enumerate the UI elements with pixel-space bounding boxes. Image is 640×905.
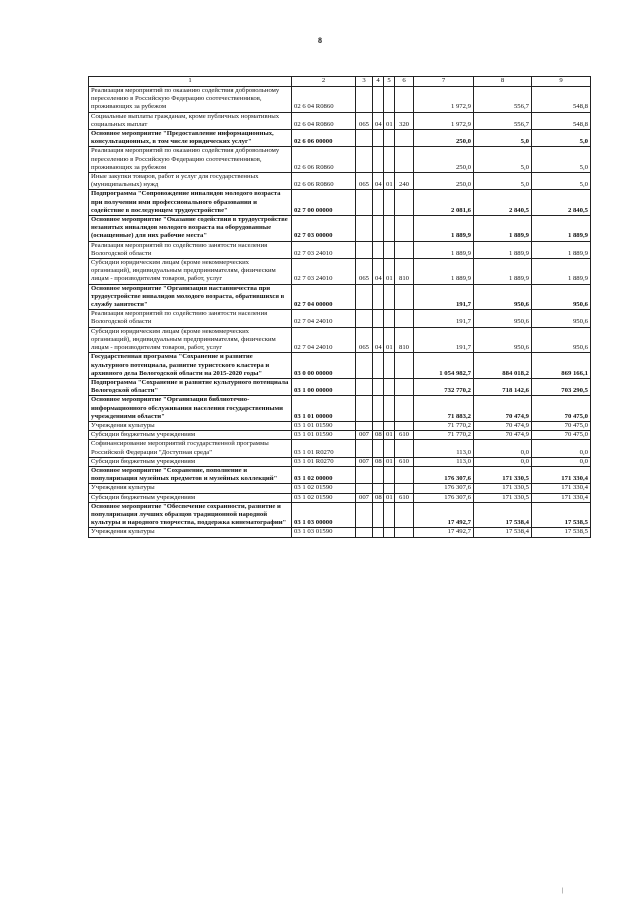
row-value-col7: 1 054 982,7 xyxy=(414,353,474,379)
row-value-col7: 250,0 xyxy=(414,147,474,173)
row-value-col9: 1 889,9 xyxy=(532,241,591,258)
row-value-col8: 950,6 xyxy=(474,327,532,353)
row-code: 03 1 02 01590 xyxy=(292,484,356,493)
row-col3: 007 xyxy=(356,431,373,440)
row-col6 xyxy=(395,130,414,147)
row-description: Реализация мероприятий по содействию занятости населения Вологодской области xyxy=(89,241,292,258)
table-header-row xyxy=(89,77,591,87)
row-value-col8: 0,0 xyxy=(474,440,532,457)
row-code: 02 7 04 24010 xyxy=(292,327,356,353)
row-col5: 01 xyxy=(384,112,395,129)
row-code: 02 7 03 24010 xyxy=(292,259,356,285)
row-col4 xyxy=(373,502,384,528)
row-col3 xyxy=(356,466,373,483)
row-col6: 610 xyxy=(395,493,414,502)
row-description: Основное мероприятие "Организация наставничества при трудоустройстве инвалидов молодого возраста, обратившихся в службу занятости" xyxy=(89,284,292,310)
row-col3: 065 xyxy=(356,259,373,285)
column-header: 6 xyxy=(395,77,414,87)
row-description: Субсидии юридическим лицам (кроме некоммерческих организаций), индивидуальным предпринимателям, физическим лицам - производителям товаров, работ, услуг xyxy=(89,259,292,285)
row-col6 xyxy=(395,216,414,242)
corner-mark: | xyxy=(562,888,564,894)
row-description: Государственная программа "Сохранение и развитие культурного потенциала, развитие туристского кластера и архивного дела Вологодской области на 2015-2020 годы" xyxy=(89,353,292,379)
row-value-col7: 732 770,2 xyxy=(414,378,474,395)
row-value-col9: 869 166,1 xyxy=(532,353,591,379)
row-code: 03 0 00 00000 xyxy=(292,353,356,379)
row-code: 03 1 02 01590 xyxy=(292,493,356,502)
row-col4 xyxy=(373,147,384,173)
row-col6 xyxy=(395,310,414,327)
row-col5 xyxy=(384,353,395,379)
row-col4 xyxy=(373,284,384,310)
row-col3 xyxy=(356,241,373,258)
row-code: 02 7 04 24010 xyxy=(292,310,356,327)
row-code: 03 1 01 01590 xyxy=(292,431,356,440)
row-description: Учреждения культуры xyxy=(89,528,292,537)
row-col6 xyxy=(395,378,414,395)
table-row xyxy=(89,431,591,440)
column-header: 3 xyxy=(356,77,373,87)
row-col3 xyxy=(356,421,373,430)
table-row xyxy=(89,259,591,285)
row-value-col9: 5,0 xyxy=(532,130,591,147)
row-value-col8: 718 142,6 xyxy=(474,378,532,395)
row-description: Субсидии бюджетным учреждениям xyxy=(89,493,292,502)
row-col3 xyxy=(356,528,373,537)
row-value-col8: 1 889,9 xyxy=(474,216,532,242)
row-value-col8: 884 018,2 xyxy=(474,353,532,379)
row-description: Подпрограмма "Сохранение и развитие культурного потенциала Вологодской области" xyxy=(89,378,292,395)
table-row xyxy=(89,353,591,379)
table-row xyxy=(89,396,591,422)
row-value-col8: 17 538,4 xyxy=(474,528,532,537)
row-col5 xyxy=(384,440,395,457)
row-value-col7: 2 081,6 xyxy=(414,190,474,216)
row-value-col7: 1 972,9 xyxy=(414,112,474,129)
row-col6 xyxy=(395,147,414,173)
row-col5 xyxy=(384,310,395,327)
row-description: Субсидии юридическим лицам (кроме некоммерческих организаций), индивидуальным предпринимателям, физическим лицам - производителям товаров, работ, услуг xyxy=(89,327,292,353)
row-col5: 01 xyxy=(384,493,395,502)
table-row xyxy=(89,327,591,353)
row-value-col8: 5,0 xyxy=(474,130,532,147)
row-col3 xyxy=(356,190,373,216)
row-description: Основное мероприятие "Организация библиотечно-информационного обслуживания населения государственными учреждениями области" xyxy=(89,396,292,422)
row-value-col7: 113,0 xyxy=(414,457,474,466)
row-col6 xyxy=(395,484,414,493)
row-col3 xyxy=(356,353,373,379)
table-row xyxy=(89,466,591,483)
row-col3 xyxy=(356,216,373,242)
row-col5 xyxy=(384,466,395,483)
row-value-col9: 548,8 xyxy=(532,87,591,113)
row-value-col8: 556,7 xyxy=(474,112,532,129)
row-col4: 04 xyxy=(373,173,384,190)
row-value-col8: 950,6 xyxy=(474,310,532,327)
row-value-col9: 1 889,9 xyxy=(532,259,591,285)
column-header: 1 xyxy=(89,77,292,87)
row-col5 xyxy=(384,87,395,113)
row-code: 03 1 02 00000 xyxy=(292,466,356,483)
table-row xyxy=(89,190,591,216)
row-value-col7: 113,0 xyxy=(414,440,474,457)
row-col5 xyxy=(384,190,395,216)
row-value-col7: 250,0 xyxy=(414,173,474,190)
row-code: 02 7 03 00000 xyxy=(292,216,356,242)
row-col6: 810 xyxy=(395,327,414,353)
row-value-col7: 191,7 xyxy=(414,310,474,327)
column-header: 5 xyxy=(384,77,395,87)
row-col3 xyxy=(356,130,373,147)
row-value-col8: 17 538,4 xyxy=(474,502,532,528)
row-col6 xyxy=(395,421,414,430)
row-col3 xyxy=(356,378,373,395)
row-description: Реализация мероприятий по оказанию содействия добровольному переселению в Российскую Федерацию соотечественников, проживающих за рубежом xyxy=(89,147,292,173)
row-col4 xyxy=(373,87,384,113)
row-col6 xyxy=(395,241,414,258)
table-body xyxy=(89,87,591,538)
row-code: 03 1 01 00000 xyxy=(292,396,356,422)
row-col4: 08 xyxy=(373,431,384,440)
row-value-col8: 2 840,5 xyxy=(474,190,532,216)
row-col3 xyxy=(356,310,373,327)
row-value-col9: 17 538,5 xyxy=(532,502,591,528)
row-col5 xyxy=(384,241,395,258)
table-row xyxy=(89,484,591,493)
row-description: Реализация мероприятий по оказанию содействия добровольному переселению в Российскую Федерацию соотечественников, проживающих за рубежом xyxy=(89,87,292,113)
table-row xyxy=(89,502,591,528)
row-value-col9: 5,0 xyxy=(532,173,591,190)
row-col6: 810 xyxy=(395,259,414,285)
column-header: 7 xyxy=(414,77,474,87)
column-header: 4 xyxy=(373,77,384,87)
row-col3: 065 xyxy=(356,327,373,353)
row-col4 xyxy=(373,440,384,457)
row-value-col9: 17 538,5 xyxy=(532,528,591,537)
table-row xyxy=(89,284,591,310)
row-value-col8: 0,0 xyxy=(474,457,532,466)
row-value-col7: 1 972,9 xyxy=(414,87,474,113)
row-col5: 01 xyxy=(384,327,395,353)
row-col4: 04 xyxy=(373,259,384,285)
row-value-col8: 171 330,5 xyxy=(474,466,532,483)
row-value-col9: 548,8 xyxy=(532,112,591,129)
row-description: Субсидии бюджетным учреждениям xyxy=(89,431,292,440)
row-col6 xyxy=(395,528,414,537)
row-col4 xyxy=(373,396,384,422)
row-col5: 01 xyxy=(384,457,395,466)
row-col5 xyxy=(384,421,395,430)
row-value-col9: 950,6 xyxy=(532,327,591,353)
row-value-col7: 17 492,7 xyxy=(414,528,474,537)
row-col3: 007 xyxy=(356,457,373,466)
row-value-col7: 1 889,9 xyxy=(414,259,474,285)
row-value-col8: 70 474,9 xyxy=(474,421,532,430)
row-col6 xyxy=(395,502,414,528)
row-value-col9: 0,0 xyxy=(532,457,591,466)
row-col6 xyxy=(395,87,414,113)
row-col4 xyxy=(373,466,384,483)
row-col4 xyxy=(373,421,384,430)
row-value-col7: 17 492,7 xyxy=(414,502,474,528)
row-code: 02 7 00 00000 xyxy=(292,190,356,216)
row-description: Основное мероприятие "Сохранение, пополнение и популяризация музейных предметов и музейных коллекций" xyxy=(89,466,292,483)
row-col3 xyxy=(356,147,373,173)
row-description: Софинансирование мероприятий государственной программы Российской Федерации "Доступная среда" xyxy=(89,440,292,457)
row-value-col8: 556,7 xyxy=(474,87,532,113)
column-header: 8 xyxy=(474,77,532,87)
row-description: Подпрограмма "Сопровождение инвалидов молодого возраста при получении ими профессионального образования и содействие в последующем трудоустройстве" xyxy=(89,190,292,216)
row-col3 xyxy=(356,396,373,422)
row-col5 xyxy=(384,147,395,173)
row-code: 03 1 03 00000 xyxy=(292,502,356,528)
row-col4: 04 xyxy=(373,327,384,353)
table-row xyxy=(89,457,591,466)
table-row xyxy=(89,112,591,129)
table-row xyxy=(89,130,591,147)
row-value-col9: 2 840,5 xyxy=(532,190,591,216)
row-col6 xyxy=(395,396,414,422)
row-value-col9: 0,0 xyxy=(532,440,591,457)
row-value-col8: 5,0 xyxy=(474,147,532,173)
row-col4 xyxy=(373,353,384,379)
row-description: Основное мероприятие "Предоставление информационных, консультационных, в том числе юридических услуг" xyxy=(89,130,292,147)
row-col6: 610 xyxy=(395,457,414,466)
budget-table xyxy=(88,76,591,538)
row-value-col9: 5,0 xyxy=(532,147,591,173)
row-code: 02 6 06 R0860 xyxy=(292,173,356,190)
row-col6 xyxy=(395,440,414,457)
row-col6 xyxy=(395,353,414,379)
row-value-col8: 70 474,9 xyxy=(474,396,532,422)
table-row xyxy=(89,173,591,190)
table-row xyxy=(89,216,591,242)
row-col3 xyxy=(356,502,373,528)
row-col4 xyxy=(373,484,384,493)
row-col4 xyxy=(373,190,384,216)
row-code: 03 1 00 00000 xyxy=(292,378,356,395)
table-row xyxy=(89,310,591,327)
row-description: Реализация мероприятий по содействию занятости населения Вологодской области xyxy=(89,310,292,327)
row-col5: 01 xyxy=(384,259,395,285)
row-value-col9: 171 330,4 xyxy=(532,466,591,483)
column-header: 9 xyxy=(532,77,591,87)
row-col6: 320 xyxy=(395,112,414,129)
column-header: 2 xyxy=(292,77,356,87)
row-value-col7: 176 307,6 xyxy=(414,466,474,483)
row-value-col8: 1 889,9 xyxy=(474,259,532,285)
row-value-col7: 1 889,9 xyxy=(414,216,474,242)
row-description: Социальные выплаты гражданам, кроме публичных нормативных социальных выплат xyxy=(89,112,292,129)
row-col6 xyxy=(395,466,414,483)
row-value-col8: 70 474,9 xyxy=(474,431,532,440)
row-col6: 240 xyxy=(395,173,414,190)
row-value-col7: 250,0 xyxy=(414,130,474,147)
row-value-col9: 171 330,4 xyxy=(532,493,591,502)
page-number: 8 xyxy=(318,36,322,45)
row-col3 xyxy=(356,484,373,493)
row-code: 02 6 06 R0860 xyxy=(292,147,356,173)
row-col6: 610 xyxy=(395,431,414,440)
row-code: 02 6 04 R0860 xyxy=(292,112,356,129)
row-col3: 065 xyxy=(356,173,373,190)
row-col3 xyxy=(356,284,373,310)
row-value-col7: 191,7 xyxy=(414,327,474,353)
row-col4 xyxy=(373,216,384,242)
row-value-col8: 1 889,9 xyxy=(474,241,532,258)
row-description: Учреждения культуры xyxy=(89,421,292,430)
row-value-col9: 171 330,4 xyxy=(532,484,591,493)
row-col5 xyxy=(384,528,395,537)
row-value-col7: 71 770,2 xyxy=(414,431,474,440)
row-code: 02 6 06 00000 xyxy=(292,130,356,147)
row-col4: 04 xyxy=(373,112,384,129)
table-row xyxy=(89,378,591,395)
row-code: 02 7 04 00000 xyxy=(292,284,356,310)
row-code: 03 1 01 R0270 xyxy=(292,457,356,466)
row-col4 xyxy=(373,130,384,147)
row-col6 xyxy=(395,284,414,310)
table-row xyxy=(89,528,591,537)
row-col4: 08 xyxy=(373,493,384,502)
row-description: Основное мероприятие "Обеспечение сохранности, развитие и популяризация лучших образцов традиционной народной культуры и народного творчества, поддержка кинематографии" xyxy=(89,502,292,528)
row-col5: 01 xyxy=(384,173,395,190)
row-col5 xyxy=(384,130,395,147)
row-value-col9: 70 475,0 xyxy=(532,431,591,440)
row-value-col8: 5,0 xyxy=(474,173,532,190)
row-value-col9: 703 290,5 xyxy=(532,378,591,395)
row-col4 xyxy=(373,310,384,327)
row-col4 xyxy=(373,528,384,537)
row-value-col8: 950,6 xyxy=(474,284,532,310)
row-value-col8: 171 330,5 xyxy=(474,484,532,493)
row-code: 02 7 03 24010 xyxy=(292,241,356,258)
row-code: 02 6 04 R0860 xyxy=(292,87,356,113)
row-col6 xyxy=(395,190,414,216)
row-value-col8: 171 330,5 xyxy=(474,493,532,502)
row-col3: 007 xyxy=(356,493,373,502)
row-col5 xyxy=(384,484,395,493)
row-value-col7: 176 307,6 xyxy=(414,484,474,493)
row-col3 xyxy=(356,87,373,113)
row-value-col7: 191,7 xyxy=(414,284,474,310)
row-code: 03 1 01 R0270 xyxy=(292,440,356,457)
table-row xyxy=(89,147,591,173)
row-col5 xyxy=(384,378,395,395)
row-value-col9: 70 475,0 xyxy=(532,396,591,422)
row-value-col9: 950,6 xyxy=(532,284,591,310)
row-col5 xyxy=(384,216,395,242)
row-description: Учреждения культуры xyxy=(89,484,292,493)
row-value-col9: 70 475,0 xyxy=(532,421,591,430)
row-value-col7: 71 770,2 xyxy=(414,421,474,430)
row-col3: 065 xyxy=(356,112,373,129)
row-col5 xyxy=(384,284,395,310)
table-row xyxy=(89,440,591,457)
row-col4: 08 xyxy=(373,457,384,466)
table-row xyxy=(89,493,591,502)
row-description: Основное мероприятие "Оказание содействия в трудоустройстве незанятых инвалидов молодого возраста на оборудованные (оснащенные) для них рабочие места" xyxy=(89,216,292,242)
row-col5 xyxy=(384,502,395,528)
row-description: Субсидии бюджетным учреждениям xyxy=(89,457,292,466)
row-col4 xyxy=(373,378,384,395)
row-value-col7: 176 307,6 xyxy=(414,493,474,502)
row-col5: 01 xyxy=(384,431,395,440)
table-row xyxy=(89,421,591,430)
row-value-col9: 950,6 xyxy=(532,310,591,327)
table-row xyxy=(89,87,591,113)
table-row xyxy=(89,241,591,258)
row-value-col9: 1 889,9 xyxy=(532,216,591,242)
row-value-col7: 1 889,9 xyxy=(414,241,474,258)
row-col3 xyxy=(356,440,373,457)
row-col5 xyxy=(384,396,395,422)
row-value-col7: 71 883,2 xyxy=(414,396,474,422)
row-description: Иные закупки товаров, работ и услуг для государственных (муниципальных) нужд xyxy=(89,173,292,190)
row-code: 03 1 03 01590 xyxy=(292,528,356,537)
row-col4 xyxy=(373,241,384,258)
row-code: 03 1 01 01590 xyxy=(292,421,356,430)
